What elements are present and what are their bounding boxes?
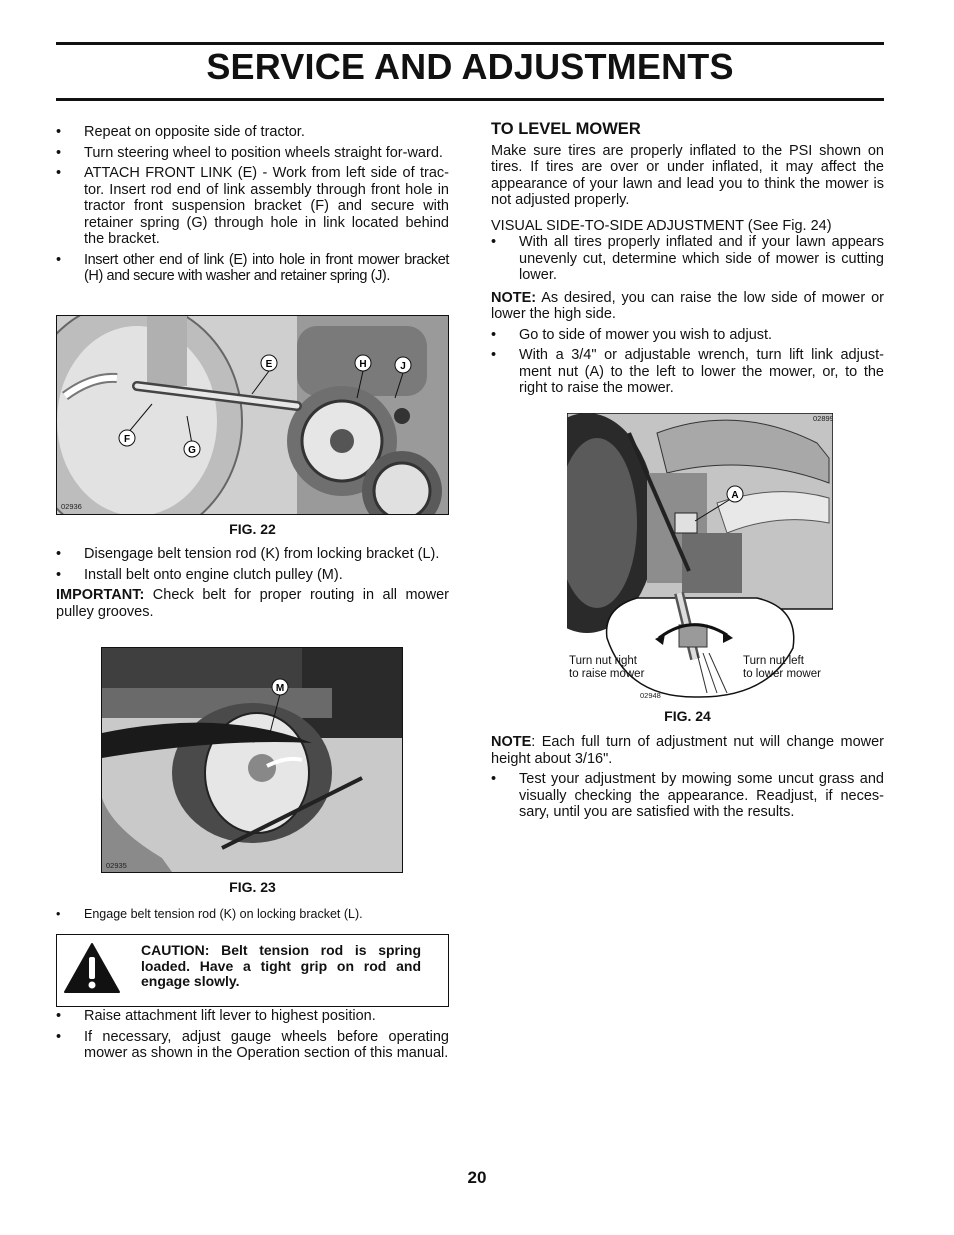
callout-e: E (265, 359, 273, 370)
callout-m: M (275, 683, 285, 694)
important-text: Check belt for proper routing in all mower pulley grooves. (56, 587, 449, 620)
important-label: IMPORTANT: (56, 587, 145, 603)
left-bullets-bottom (56, 1008, 449, 1066)
note-label: NOTE: (491, 289, 537, 306)
intro-paragraph: Make sure tires are properly inflated to the PSI shown on tires. If tires are over or under inflated, it may affect the appearance of your lawn and lead you to think the mower is not adjusted properly. (491, 142, 884, 208)
list-item: • Insert other end of link (E) into hole in front mower bracket (H) and secure with washer and retainer spring (J). (56, 252, 449, 285)
callout-h: H (359, 359, 367, 370)
list-item: • Go to side of mower you wish to adjust. (491, 327, 884, 344)
figure-22-image (56, 315, 449, 515)
figure-code-bottom: 02948 (640, 691, 661, 700)
note-text: : Each full turn of adjustment nut will change mower height about 3/16". (491, 734, 884, 767)
list-item: • Turn steering wheel to position wheels straight for-ward. (56, 145, 449, 162)
list-item: • If necessary, adjust gauge wheels before operating mower as shown in the Operation section of this manual. (56, 1029, 449, 1062)
list-item: • Raise attachment lift lever to highest position. (56, 1008, 449, 1025)
callout-a: A (731, 490, 739, 501)
list-item: • Install belt onto engine clutch pulley (M). (56, 567, 449, 584)
header-rule-bottom (56, 98, 884, 101)
figure-23-image (101, 647, 403, 873)
important-note (56, 587, 449, 620)
page-number: 20 (467, 1168, 487, 1187)
caution-text: CAUTION: Belt tension rod is spring loaded. Have a tight grip on rod and engage slowly. (141, 942, 421, 989)
header-rule-top (56, 42, 884, 45)
note-text: As desired, you can raise the low side of mower or lower the high side. (491, 289, 884, 322)
right-column (491, 121, 884, 401)
figure-24-caption: FIG. 24 (664, 708, 711, 724)
figure-23-caption: FIG. 23 (229, 879, 276, 895)
callout-f: F (123, 434, 131, 445)
visual-adjustment-label: VISUAL SIDE-TO-SIDE ADJUSTMENT (See Fig. 24) (491, 217, 832, 234)
list-item: • Disengage belt tension rod (K) from locking bracket (L). (56, 546, 449, 563)
right-column-lower (491, 734, 884, 825)
figure-22-caption: FIG. 22 (229, 521, 276, 537)
figure-code-top: 02899 (813, 414, 833, 423)
list-item: • Engage belt tension rod (K) on locking bracket (L). (56, 906, 449, 923)
list-item: • With a 3/4" or adjustable wrench, turn lift link adjust-ment nut (A) to the left to lower the mower, or, to the right to raise the mower. (491, 347, 884, 397)
left-bullets-top (56, 124, 449, 289)
warning-icon (63, 942, 121, 996)
left-bullet-engage (56, 906, 449, 927)
list-item: • ATTACH FRONT LINK (E) - Work from left side of trac-tor. Insert rod end of link assembly through front hole in tractor front suspension bracket (F) and secure with retainer spring (G) through hole in link located behind the bracket. (56, 165, 449, 248)
figure-code: 02935 (106, 861, 127, 870)
left-bullets-mid (56, 546, 449, 620)
fig24-label-raise: Turn nut right to raise mower (569, 655, 645, 680)
fig24-label-lower: Turn nut left to lower mower (743, 655, 821, 680)
note-1 (491, 290, 884, 323)
note-label: NOTE (491, 734, 532, 750)
callout-g: G (188, 445, 196, 456)
callout-j: J (400, 361, 406, 372)
figure-code: 02936 (61, 502, 82, 511)
list-item: • Test your adjustment by mowing some uncut grass and visually checking the appearance. Readjust, if neces-sary, until you are satisfied with the results. (491, 771, 884, 821)
list-item: • Repeat on opposite side of tractor. (56, 124, 449, 141)
list-item: • With all tires properly inflated and if your lawn appears unevenly cut, determine which side of mower is cutting lower. (491, 234, 884, 284)
caution-box (56, 934, 449, 1007)
note-2 (491, 734, 884, 767)
page-title: SERVICE AND ADJUSTMENTS (206, 46, 734, 87)
section-heading: TO LEVEL MOWER (491, 120, 641, 138)
